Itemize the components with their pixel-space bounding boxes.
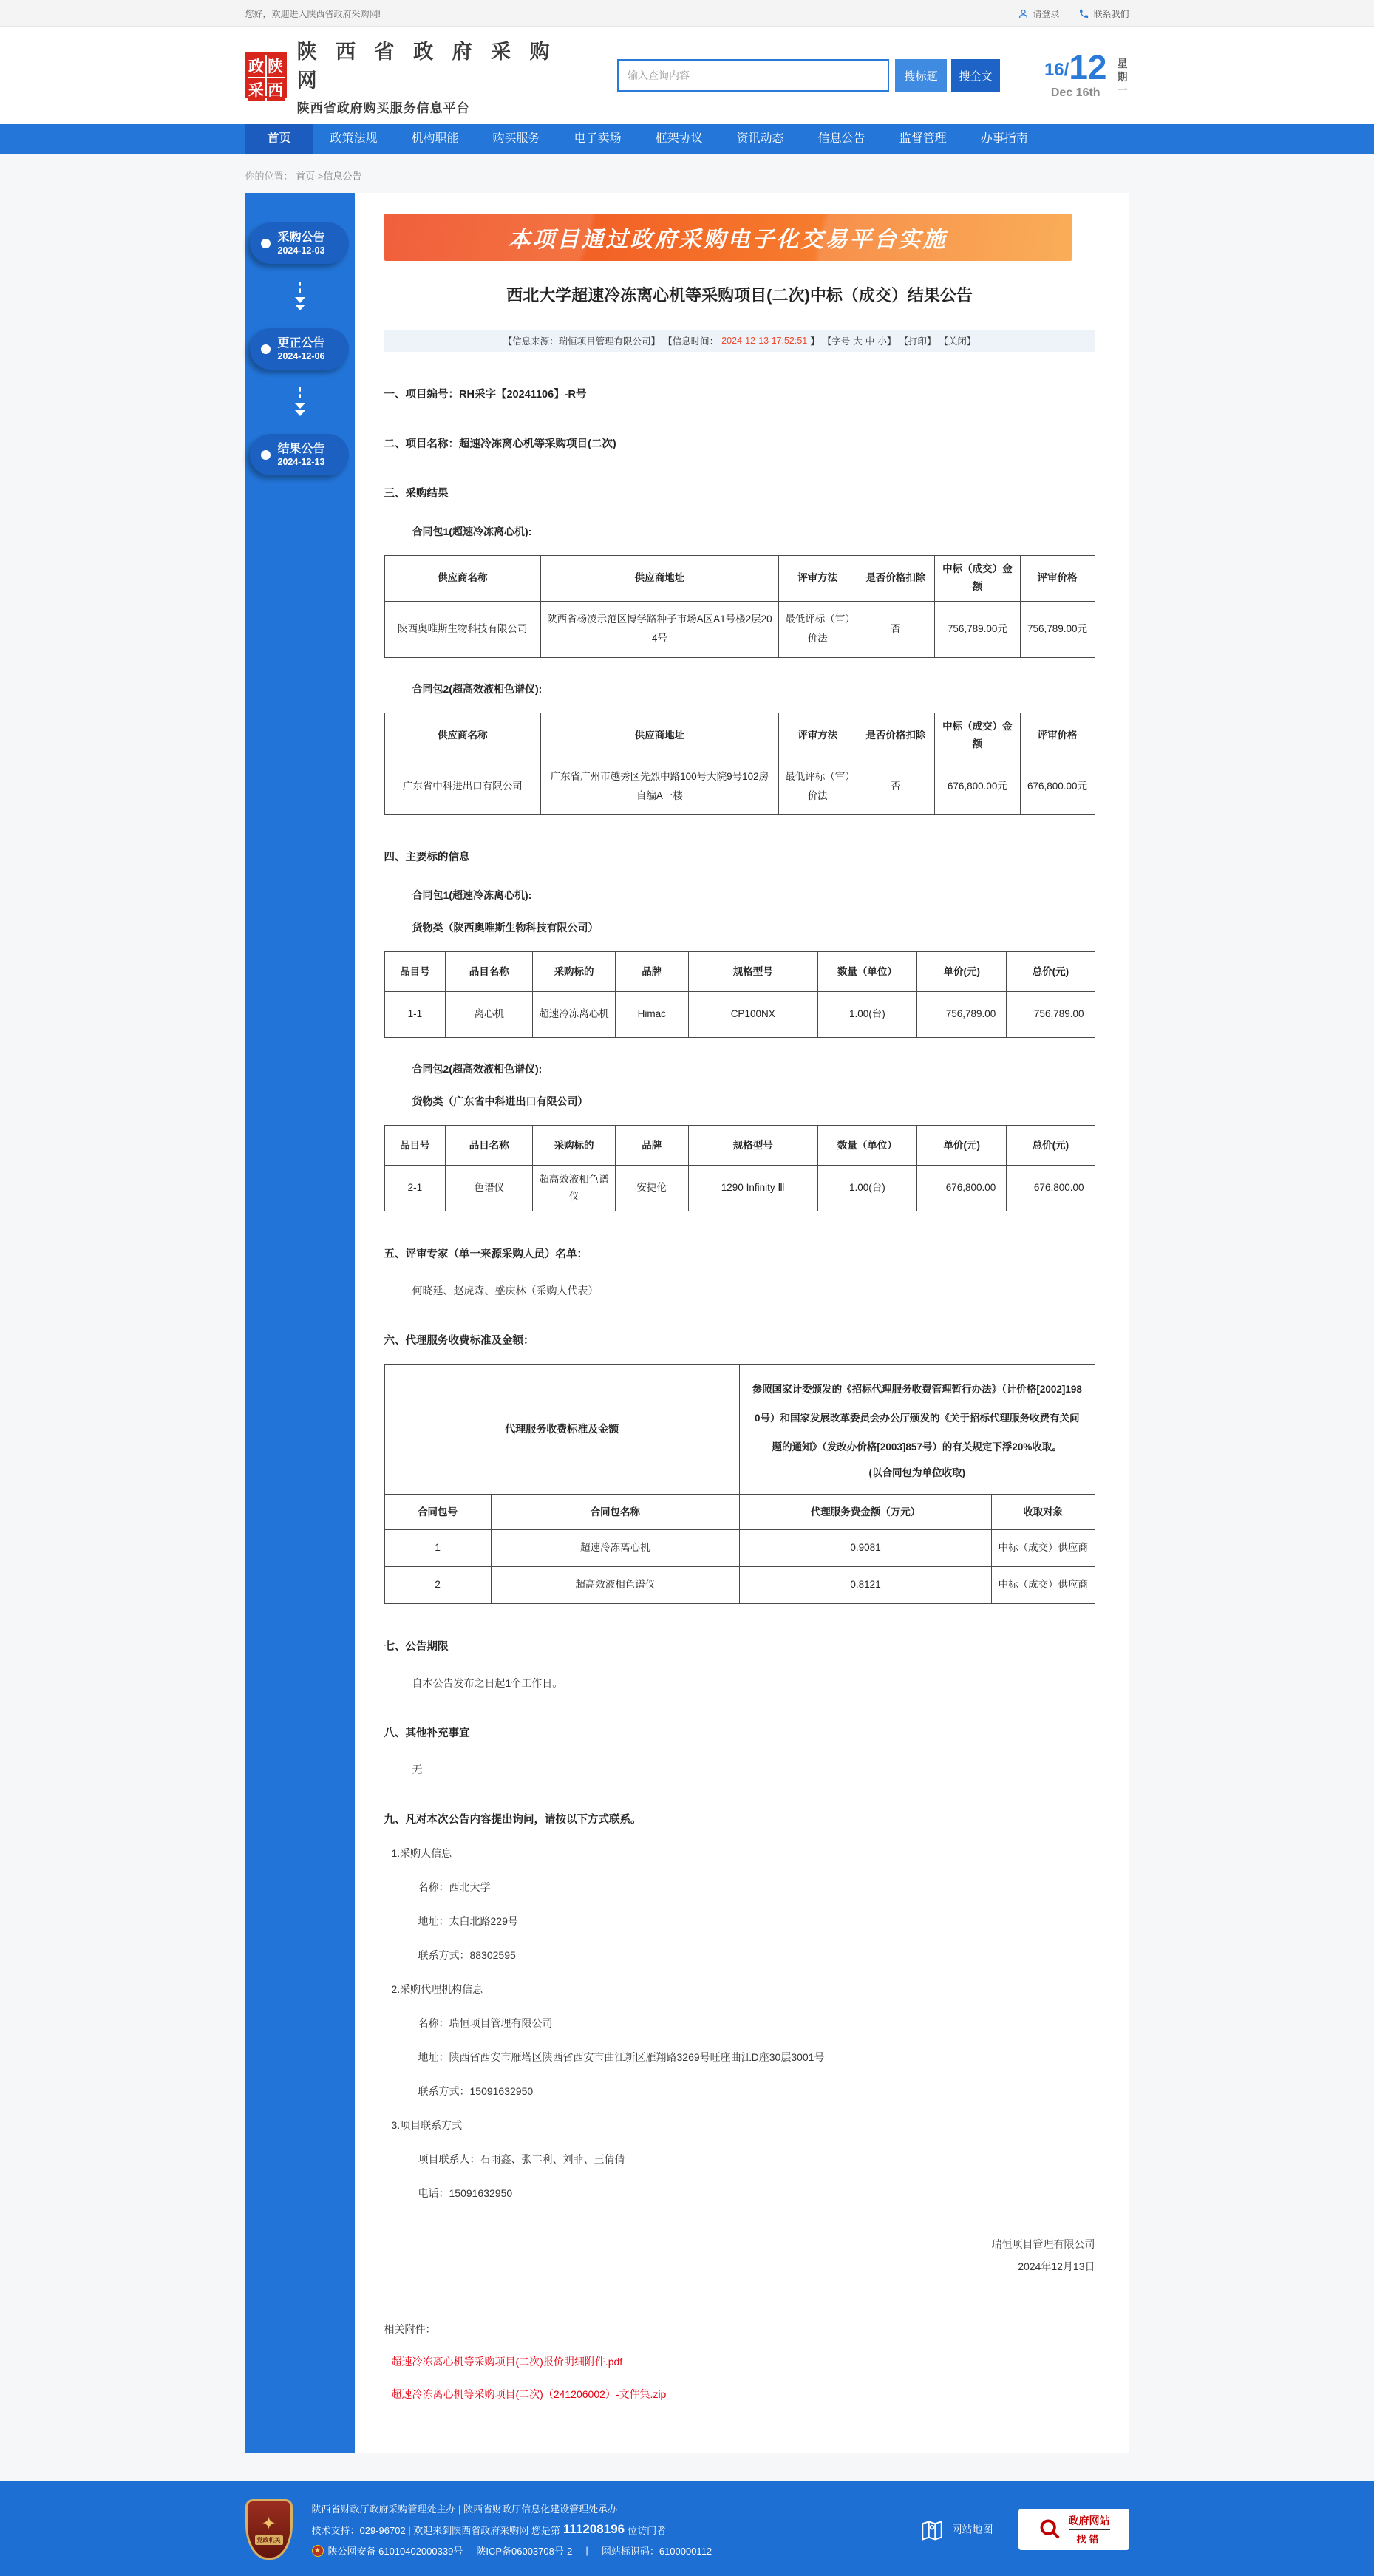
cell-award-amount: 756,789.00元	[935, 601, 1020, 657]
cell-brand: Himac	[615, 992, 688, 1038]
col-fee-payer: 收取对象	[992, 1495, 1095, 1530]
nav-item-functions[interactable]: 机构职能	[411, 132, 459, 145]
cell-supplier-name: 陕西奥唯斯生物科技有限公司	[384, 601, 540, 657]
item-category2-label: 货物类（广东省中科进出口有限公司）	[412, 1095, 588, 1108]
cell-quantity: 1.00(台)	[817, 992, 917, 1038]
attachments-label: 相关附件：	[384, 2323, 436, 2336]
beian-separator: |	[585, 2545, 588, 2557]
attachment-pdf-link[interactable]: 超速冷冻离心机等采购项目(二次)报价明细附件.pdf	[391, 2356, 623, 2368]
step-dot-icon	[261, 450, 271, 460]
section-items-heading: 四、主要标的信息	[384, 852, 470, 864]
search-box	[617, 59, 1000, 92]
section-other-heading: 八、其他补充事宜	[384, 1727, 470, 1740]
col-item-name: 品目名称	[446, 1126, 533, 1166]
col-price-deduction: 是否价格扣除	[857, 713, 935, 758]
police-badge-icon: ★	[312, 2545, 324, 2557]
col-item-no: 品目号	[384, 952, 446, 992]
gov-site-error-report-badge[interactable]	[1018, 2509, 1129, 2550]
breadcrumb-home-link[interactable]: 首页	[296, 171, 316, 182]
item-package2-label: 合同包2(超高效液相色谱仪):	[412, 1063, 543, 1075]
cell-model: CP100NX	[688, 992, 817, 1038]
cell-review-price: 676,800.00元	[1020, 758, 1095, 815]
cell-supplier-name: 广东省中科进出口有限公司	[384, 758, 540, 815]
col-unit-price: 单价(元)	[917, 1126, 1007, 1166]
col-fee-amount: 代理服务费金额（万元）	[739, 1495, 991, 1530]
nav-item-news[interactable]: 资讯动态	[736, 132, 784, 145]
item-package1-label: 合同包1(超速冷冻离心机):	[412, 889, 532, 902]
meta-time-suffix: 】	[810, 336, 820, 347]
cell-fee-amount: 0.8121	[739, 1567, 991, 1604]
cell-package-no: 2	[384, 1567, 491, 1604]
col-brand: 品牌	[615, 952, 688, 992]
section-project-name: 二、项目名称：超速冷冻离心机等采购项目(二次)	[384, 438, 616, 450]
col-item-no: 品目号	[384, 1126, 446, 1166]
notice-body	[355, 193, 1129, 2453]
cell-item-name: 离心机	[446, 992, 533, 1038]
item-category1-label: 货物类（陕西奥唯斯生物科技有限公司）	[412, 922, 599, 934]
search-input[interactable]	[617, 59, 889, 92]
phone-icon	[1078, 8, 1089, 19]
cell-package-name: 超速冷冻离心机	[491, 1530, 739, 1567]
site-code: 网站标识码：6100000112	[601, 2546, 712, 2558]
user-icon	[1018, 8, 1029, 19]
agency-info-heading: 2.采购代理机构信息	[391, 1983, 483, 1996]
nav-item-framework[interactable]: 框架协议	[655, 132, 703, 145]
logo-char: 陕	[267, 55, 285, 77]
step-title: 采购公告	[277, 231, 325, 244]
meta-bar	[384, 330, 1095, 352]
col-review-method: 评审方法	[778, 556, 857, 602]
buyer-name: 名称：西北大学	[418, 1881, 491, 1894]
period-body: 自本公告发布之日起1个工作日。	[412, 1677, 563, 1690]
cell-review-method: 最低评标（审）价法	[778, 601, 857, 657]
section-project-number: 一、项目编号：RH采字【20241106】-R号	[384, 389, 587, 401]
cell-total-price: 756,789.00	[1007, 992, 1095, 1038]
agency-name: 名称：瑞恒项目管理有限公司	[418, 2017, 553, 2030]
cell-supplier-address: 陕西省杨凌示范区博学路种子市场A区A1号楼2层204号	[540, 601, 778, 657]
cell-fee-payer: 中标（成交）供应商	[992, 1530, 1095, 1567]
footer	[0, 2481, 1374, 2576]
notice-title: 西北大学超速冷冻离心机等采购项目(二次)中标（成交）结果公告	[506, 286, 973, 305]
cell-review-method: 最低评标（审）价法	[778, 758, 857, 815]
table-row	[384, 1166, 1095, 1211]
table-row	[384, 992, 1095, 1038]
step-date: 2024-12-13	[277, 457, 325, 467]
cell-quantity: 1.00(台)	[817, 1166, 917, 1211]
cell-unit-price: 756,789.00	[917, 992, 1007, 1038]
result-table-package1	[384, 555, 1095, 658]
date-widget	[1044, 48, 1129, 100]
breadcrumb-current-link[interactable]: 信息公告	[323, 171, 362, 182]
sitemap-label: 网站地图	[951, 2524, 993, 2536]
login-link[interactable]	[1018, 7, 1059, 20]
cell-package-name: 超高效液相色谱仪	[491, 1567, 739, 1604]
date-english: Dec 16th	[1050, 86, 1101, 99]
cell-unit-price: 676,800.00	[917, 1166, 1007, 1211]
emblem-star-icon: ✦	[261, 2512, 276, 2534]
table-row	[384, 1567, 1095, 1604]
cell-fee-amount: 0.9081	[739, 1530, 991, 1567]
site-logo	[245, 52, 287, 98]
col-subject: 采购标的	[533, 1126, 615, 1166]
table-row	[384, 601, 1095, 657]
site-header	[0, 27, 1374, 124]
logo-char: 西	[267, 78, 285, 101]
platform-banner: 本项目通过政府采购电子化交易平台实施	[384, 214, 1072, 261]
contact-link[interactable]	[1078, 7, 1129, 20]
col-unit-price: 单价(元)	[917, 952, 1007, 992]
signature-company: 瑞恒项目管理有限公司	[991, 2238, 1095, 2251]
cell-total-price: 676,800.00	[1007, 1166, 1095, 1211]
package1-label: 合同包1(超速冷冻离心机):	[412, 526, 532, 537]
search-fulltext-button[interactable]: 搜全文	[951, 59, 1000, 92]
map-icon	[919, 2517, 945, 2542]
meta-time: 2024-12-13 17:52:51	[721, 336, 808, 346]
col-supplier-name: 供应商名称	[384, 556, 540, 602]
col-total-price: 总价(元)	[1007, 1126, 1095, 1166]
fee-merged-label: 代理服务收费标准及金额	[384, 1365, 739, 1495]
cell-package-no: 1	[384, 1530, 491, 1567]
date-month: 12	[1069, 48, 1107, 86]
buyer-info-heading: 1.采购人信息	[391, 1847, 452, 1860]
section-result-heading: 三、采购结果	[384, 488, 449, 500]
nav-item-guide[interactable]: 办事指南	[980, 132, 1028, 145]
cell-price-deduction: 否	[857, 601, 935, 657]
cell-item-no: 1-1	[384, 992, 446, 1038]
timeline-step-correction[interactable]	[250, 328, 349, 370]
footer-beian-line	[312, 2543, 919, 2558]
result-table-package2	[384, 713, 1095, 815]
fontsize-large-button[interactable]: 大	[853, 336, 863, 347]
signature-date: 2024年12月13日	[1018, 2260, 1095, 2273]
main-nav	[0, 124, 1374, 154]
topbar	[0, 0, 1374, 27]
col-review-method: 评审方法	[778, 713, 857, 758]
police-beian-link[interactable]: 陕公网安备 61010402000339号	[327, 2546, 463, 2558]
footer-support-line: 技术支持：029-96702 | 欢迎来到陕西省政府采购网 您是第 111208196 位访问者	[311, 2522, 667, 2537]
col-subject: 采购标的	[533, 952, 615, 992]
logo-char: 政	[248, 55, 265, 77]
buyer-address: 地址：太白北路229号	[418, 1915, 518, 1928]
site-subtitle: 陕西省政府购买服务信息平台	[296, 101, 470, 115]
nav-item-policies[interactable]: 政策法规	[330, 132, 378, 145]
timeline-step-result[interactable]	[250, 434, 349, 475]
step-title: 结果公告	[277, 443, 325, 455]
party-gov-emblem	[245, 2499, 293, 2560]
section-inquiry-heading: 九、凡对本次公告内容提出询问，请按以下方式联系。	[384, 1814, 642, 1826]
cell-fee-payer: 中标（成交）供应商	[992, 1567, 1095, 1604]
nav-item-emall[interactable]: 电子卖场	[574, 132, 622, 145]
brand	[245, 35, 564, 116]
fee-policy-note: (以合同包为单位收取)	[868, 1467, 965, 1478]
fee-policy-text: 参照国家计委颁发的《招标代理服务收费管理暂行办法》（计价格[2002]1980号）和国家发展改革委员会办公厅颁发的《关于招标代理服务收费有关问题的通知》（发改办价格[2003]857号）的有关规定下浮20%收取。	[752, 1384, 1082, 1453]
meta-time-prefix: 【信息时间：	[663, 336, 719, 347]
item-table-package2	[384, 1125, 1095, 1211]
meta-fontsize-prefix: 【字号	[822, 336, 851, 347]
nav-item-purchase-services[interactable]: 购买服务	[492, 132, 540, 145]
cell-brand: 安捷伦	[615, 1166, 688, 1211]
fontsize-medium-button[interactable]: 中	[865, 336, 875, 347]
agency-address: 地址：陕西省西安市雁塔区陕西省西安市曲江新区雁翔路3269号旺座曲江D座30层3001号	[418, 2051, 825, 2064]
project-contacts: 项目联系人：石雨鑫、张丰利、刘菲、王倩倩	[418, 2153, 625, 2166]
col-brand: 品牌	[615, 1126, 688, 1166]
col-quantity: 数量（单位）	[817, 1126, 917, 1166]
project-contact-heading: 3.项目联系方式	[391, 2119, 463, 2132]
breadcrumb	[245, 154, 1129, 193]
login-label: 请登录	[1033, 8, 1060, 19]
breadcrumb-separator: >	[317, 171, 324, 182]
col-item-name: 品目名称	[446, 952, 533, 992]
agency-phone: 联系方式：15091632950	[418, 2085, 534, 2098]
step-date: 2024-12-06	[277, 351, 325, 361]
col-model: 规格型号	[688, 952, 817, 992]
welcome-text: 您好，欢迎进入陕西省政府采购网!	[245, 8, 381, 19]
col-total-price: 总价(元)	[1007, 952, 1095, 992]
magnifier-icon	[1038, 2517, 1063, 2542]
table-row	[384, 758, 1095, 815]
col-award-amount: 中标（成交）金额	[935, 713, 1020, 758]
cell-subject: 超高效液相色谱仪	[533, 1166, 615, 1211]
agency-fee-table	[384, 1364, 1095, 1604]
emblem-label: 党政机关	[255, 2535, 283, 2545]
close-button[interactable]: 【关闭】	[939, 336, 976, 347]
col-price-deduction: 是否价格扣除	[857, 556, 935, 602]
breadcrumb-prefix: 你的位置：	[245, 171, 293, 182]
col-review-price: 评审价格	[1020, 556, 1095, 602]
nav-item-announcements[interactable]: 信息公告	[817, 132, 865, 145]
item-table-package1	[384, 951, 1095, 1038]
cell-model: 1290 Infinity Ⅲ	[688, 1166, 817, 1211]
section-fee-heading: 六、代理服务收费标准及金额：	[384, 1335, 534, 1348]
col-review-price: 评审价格	[1020, 713, 1095, 758]
project-phone: 电话：15091632950	[418, 2187, 513, 2200]
nav-item-supervision[interactable]: 监督管理	[899, 132, 947, 145]
arrow-down-icon	[245, 387, 355, 416]
footer-organizers: 陕西省财政厅政府采购管理处主办 | 陕西省财政厅信息化建设管理处承办	[311, 2504, 618, 2515]
col-model: 规格型号	[688, 1126, 817, 1166]
step-dot-icon	[261, 344, 271, 354]
step-date: 2024-12-03	[277, 245, 325, 256]
cell-item-no: 2-1	[384, 1166, 446, 1211]
package2-label: 合同包2(超高效液相色谱仪):	[412, 682, 543, 695]
buyer-phone: 联系方式：88302595	[418, 1949, 516, 1962]
cell-subject: 超速冷冻离心机	[533, 992, 615, 1038]
col-supplier-address: 供应商地址	[540, 556, 778, 602]
other-body: 无	[412, 1764, 423, 1776]
cell-supplier-address: 广东省广州市越秀区先烈中路100号大院9号102房自编A一楼	[540, 758, 778, 815]
signature-block	[384, 2233, 1095, 2277]
search-title-button[interactable]: 搜标题	[895, 59, 947, 92]
timeline-sidebar	[245, 193, 355, 2453]
err-badge-line2: 找错	[1076, 2534, 1102, 2546]
content-card	[245, 193, 1129, 2453]
logo-char: 采	[248, 78, 265, 101]
icp-beian-link[interactable]: 陕ICP备06003708号-2	[476, 2546, 573, 2558]
contact-label: 联系我们	[1093, 8, 1129, 19]
col-package-name: 合同包名称	[491, 1495, 739, 1530]
nav-item-home[interactable]: 首页	[245, 124, 313, 154]
cell-review-price: 756,789.00元	[1020, 601, 1095, 657]
col-supplier-address: 供应商地址	[540, 713, 778, 758]
timeline-step-procurement[interactable]	[250, 222, 349, 264]
cell-award-amount: 676,800.00元	[935, 758, 1020, 815]
col-quantity: 数量（单位）	[817, 952, 917, 992]
err-badge-line1: 政府网站	[1069, 2513, 1110, 2530]
section-period-heading: 七、公告期限	[384, 1641, 449, 1654]
fontsize-small-button[interactable]: 小】	[877, 336, 897, 347]
table-row	[384, 1530, 1095, 1567]
col-supplier-name: 供应商名称	[384, 713, 540, 758]
date-day: 16/	[1044, 60, 1069, 80]
visitor-count: 111208196	[562, 2522, 625, 2537]
col-award-amount: 中标（成交）金额	[935, 556, 1020, 602]
attachment-zip-link[interactable]: 超速冷冻离心机等采购项目(二次)（241206002）-文件集.zip	[391, 2388, 667, 2401]
print-button[interactable]: 【打印】	[899, 336, 936, 347]
cell-price-deduction: 否	[857, 758, 935, 815]
step-dot-icon	[261, 239, 271, 248]
arrow-down-icon	[245, 282, 355, 310]
date-weekday: 星期一	[1117, 58, 1128, 96]
cell-item-name: 色谱仪	[446, 1166, 533, 1211]
step-title: 更正公告	[277, 337, 325, 350]
sitemap-link[interactable]	[919, 2517, 993, 2542]
meta-source: 【信息来源：瑞恒项目管理有限公司】	[503, 336, 661, 347]
fee-policy-cell	[739, 1365, 1095, 1495]
section-experts-heading: 五、评审专家（单一来源采购人员）名单：	[384, 1248, 588, 1261]
experts-list: 何晓延、赵虎森、盛庆林（采购人代表）	[412, 1285, 599, 1297]
col-package-no: 合同包号	[384, 1495, 491, 1530]
site-title: 陕 西 省 政 府 采 购 网	[296, 40, 557, 92]
